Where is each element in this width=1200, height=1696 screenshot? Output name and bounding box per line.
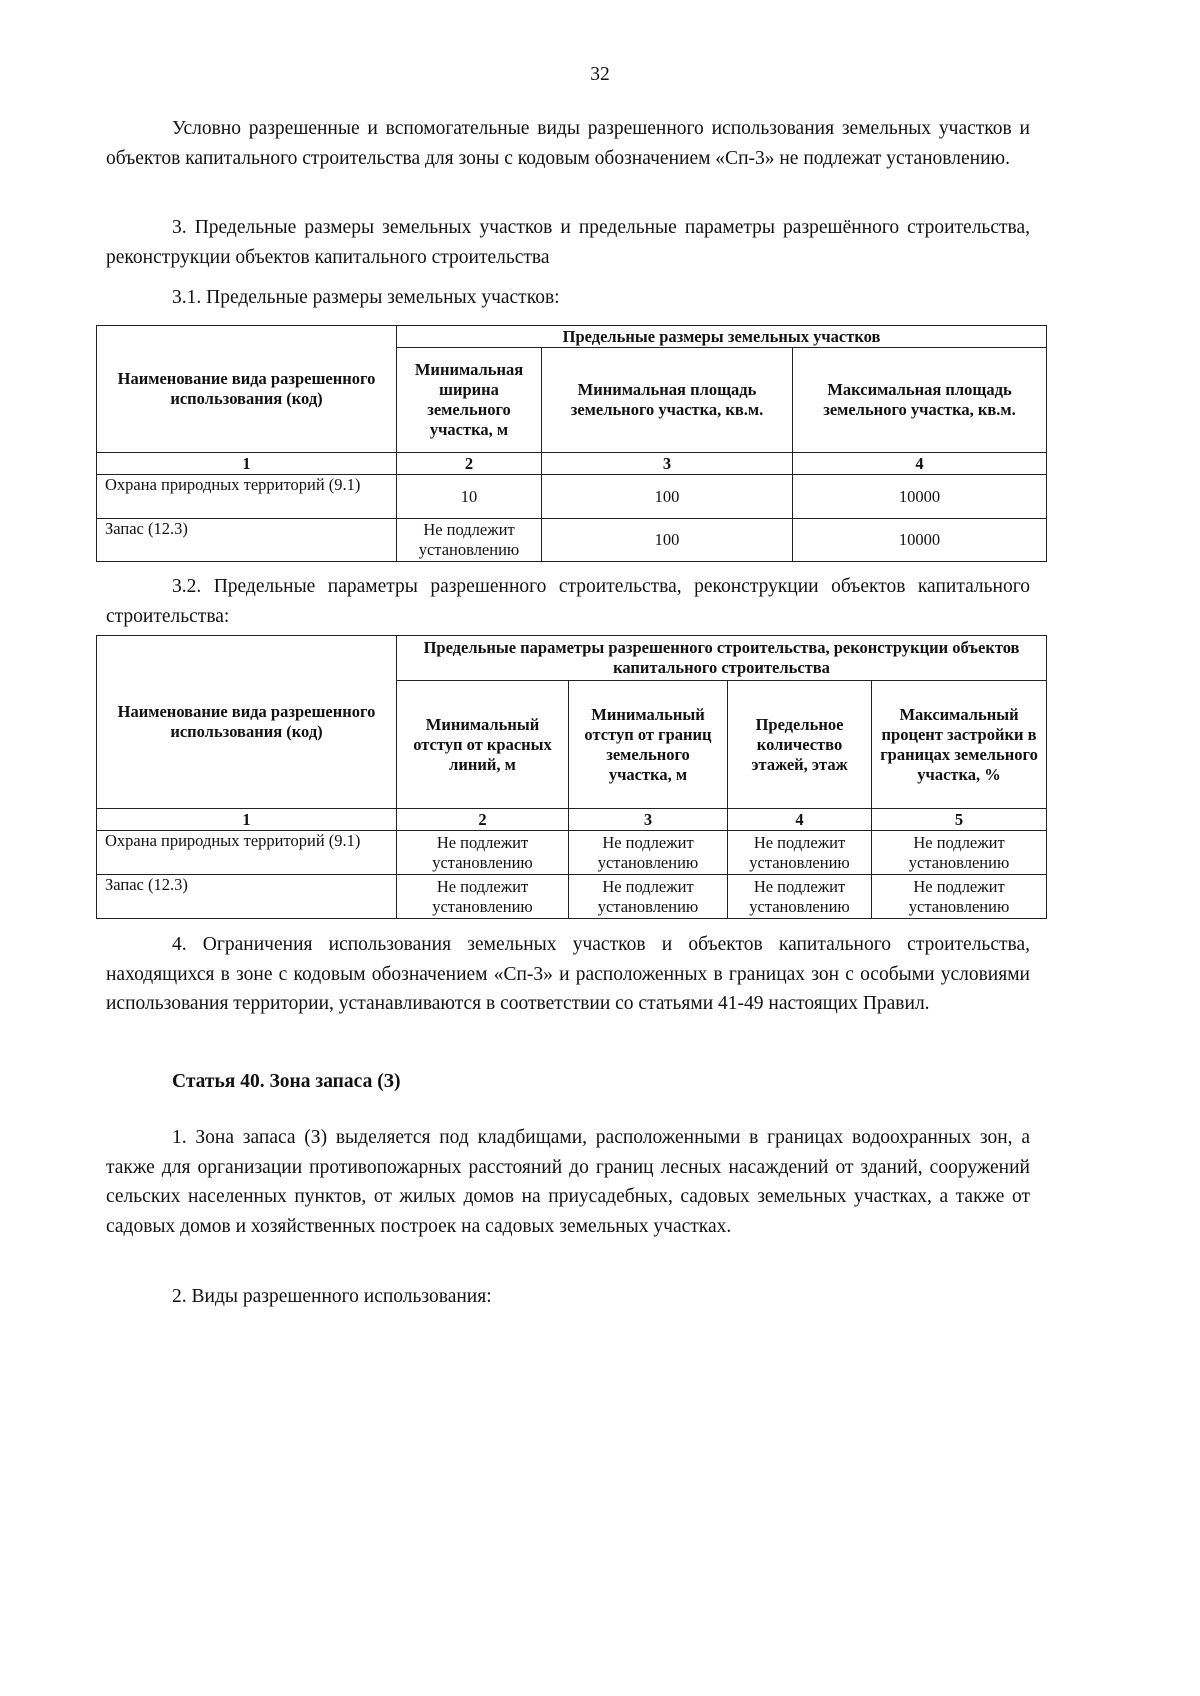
cell: Не подлежит установлению <box>397 875 569 919</box>
cell: Не подлежит установлению <box>728 831 872 875</box>
header-min-area: Минимальная площадь земельного участка, кв.м. <box>542 348 793 453</box>
cell: Не подлежит установлению <box>728 875 872 919</box>
paragraph-section-3: 3. Предельные размеры земельных участков и предельные параметры разрешённого строительства, реконструкции объектов капитального строительства <box>106 217 1030 268</box>
article-heading: Статья 40. Зона запаса (З) <box>172 1071 401 1092</box>
table-row <box>97 519 1047 562</box>
paragraph-section-3-1: 3.1. Предельные размеры земельных участков: <box>172 287 560 308</box>
cell: 10000 <box>793 475 1047 519</box>
cell: Не подлежит установлению <box>397 519 542 562</box>
table-row <box>97 831 1047 875</box>
table-row <box>97 875 1047 919</box>
column-number: 3 <box>569 809 728 831</box>
header-max-area: Максимальная площадь земельного участка, кв.м. <box>793 348 1047 453</box>
cell: Не подлежит установлению <box>872 831 1047 875</box>
cell: Запас (12.3) <box>97 519 397 562</box>
header-group: Предельные параметры разрешенного строительства, реконструкции объектов капитального строительства <box>397 636 1047 681</box>
header-boundary-setback: Минимальный отступ от границ земельного участка, м <box>569 681 728 809</box>
column-number: 4 <box>728 809 872 831</box>
cell: 100 <box>542 519 793 562</box>
cell: Не подлежит установлению <box>872 875 1047 919</box>
header-red-line-setback: Минимальный отступ от красных линий, м <box>397 681 569 809</box>
plot-size-table <box>96 325 1047 562</box>
cell: Не подлежит установлению <box>569 831 728 875</box>
page-number: 32 <box>590 64 610 85</box>
cell: Запас (12.3) <box>97 875 397 919</box>
header-group: Предельные размеры земельных участков <box>397 326 1047 348</box>
cell: Охрана природных территорий (9.1) <box>97 831 397 875</box>
paragraph-section-4: 4. Ограничения использования земельных участков и объектов капитального строительства, находящихся в зоне с кодовым обозначением «Сп-3» и расположенных в границах зон с особыми условиями использования территории, устанавливаются в соответствии со статьями 41-49 настоящих Правил. <box>106 934 1030 1014</box>
column-number: 5 <box>872 809 1047 831</box>
column-number: 2 <box>397 809 569 831</box>
header-use-type: Наименование вида разрешенного использования (код) <box>97 636 397 809</box>
cell: 10 <box>397 475 542 519</box>
table-row <box>97 475 1047 519</box>
cell: Не подлежит установлению <box>397 831 569 875</box>
paragraph-permitted-uses: 2. Виды разрешенного использования: <box>172 1286 492 1307</box>
header-coverage: Максимальный процент застройки в границах земельного участка, % <box>872 681 1047 809</box>
paragraph-conditional-uses: Условно разрешенные и вспомогательные виды разрешенного использования земельных участков и объектов капитального строительства для зоны с кодовым обозначением «Сп-3» не подлежат установлению. <box>106 118 1030 169</box>
cell: 100 <box>542 475 793 519</box>
column-number: 4 <box>793 453 1047 475</box>
paragraph-section-3-2: 3.2. Предельные параметры разрешенного строительства, реконструкции объектов капитального строительства: <box>106 576 1030 627</box>
header-use-type: Наименование вида разрешенного использования (код) <box>97 326 397 453</box>
column-number: 1 <box>97 809 397 831</box>
header-min-width: Минимальная ширина земельного участка, м <box>397 348 542 453</box>
column-number: 2 <box>397 453 542 475</box>
cell: Охрана природных территорий (9.1) <box>97 475 397 519</box>
header-floors: Предельное количество этажей, этаж <box>728 681 872 809</box>
paragraph-zone-description: 1. Зона запаса (З) выделяется под кладбищами, расположенными в границах водоохранных зон, а также для организации противопожарных расстояний до границ лесных насаждений от зданий, сооружений сельских населенных пунктов, от жилых домов на приусадебных, садовых земельных участках, а также от садовых домов и хозяйственных построек на садовых земельных участках. <box>106 1127 1030 1237</box>
column-number: 3 <box>542 453 793 475</box>
column-number: 1 <box>97 453 397 475</box>
cell: 10000 <box>793 519 1047 562</box>
cell: Не подлежит установлению <box>569 875 728 919</box>
construction-params-table <box>96 635 1047 919</box>
